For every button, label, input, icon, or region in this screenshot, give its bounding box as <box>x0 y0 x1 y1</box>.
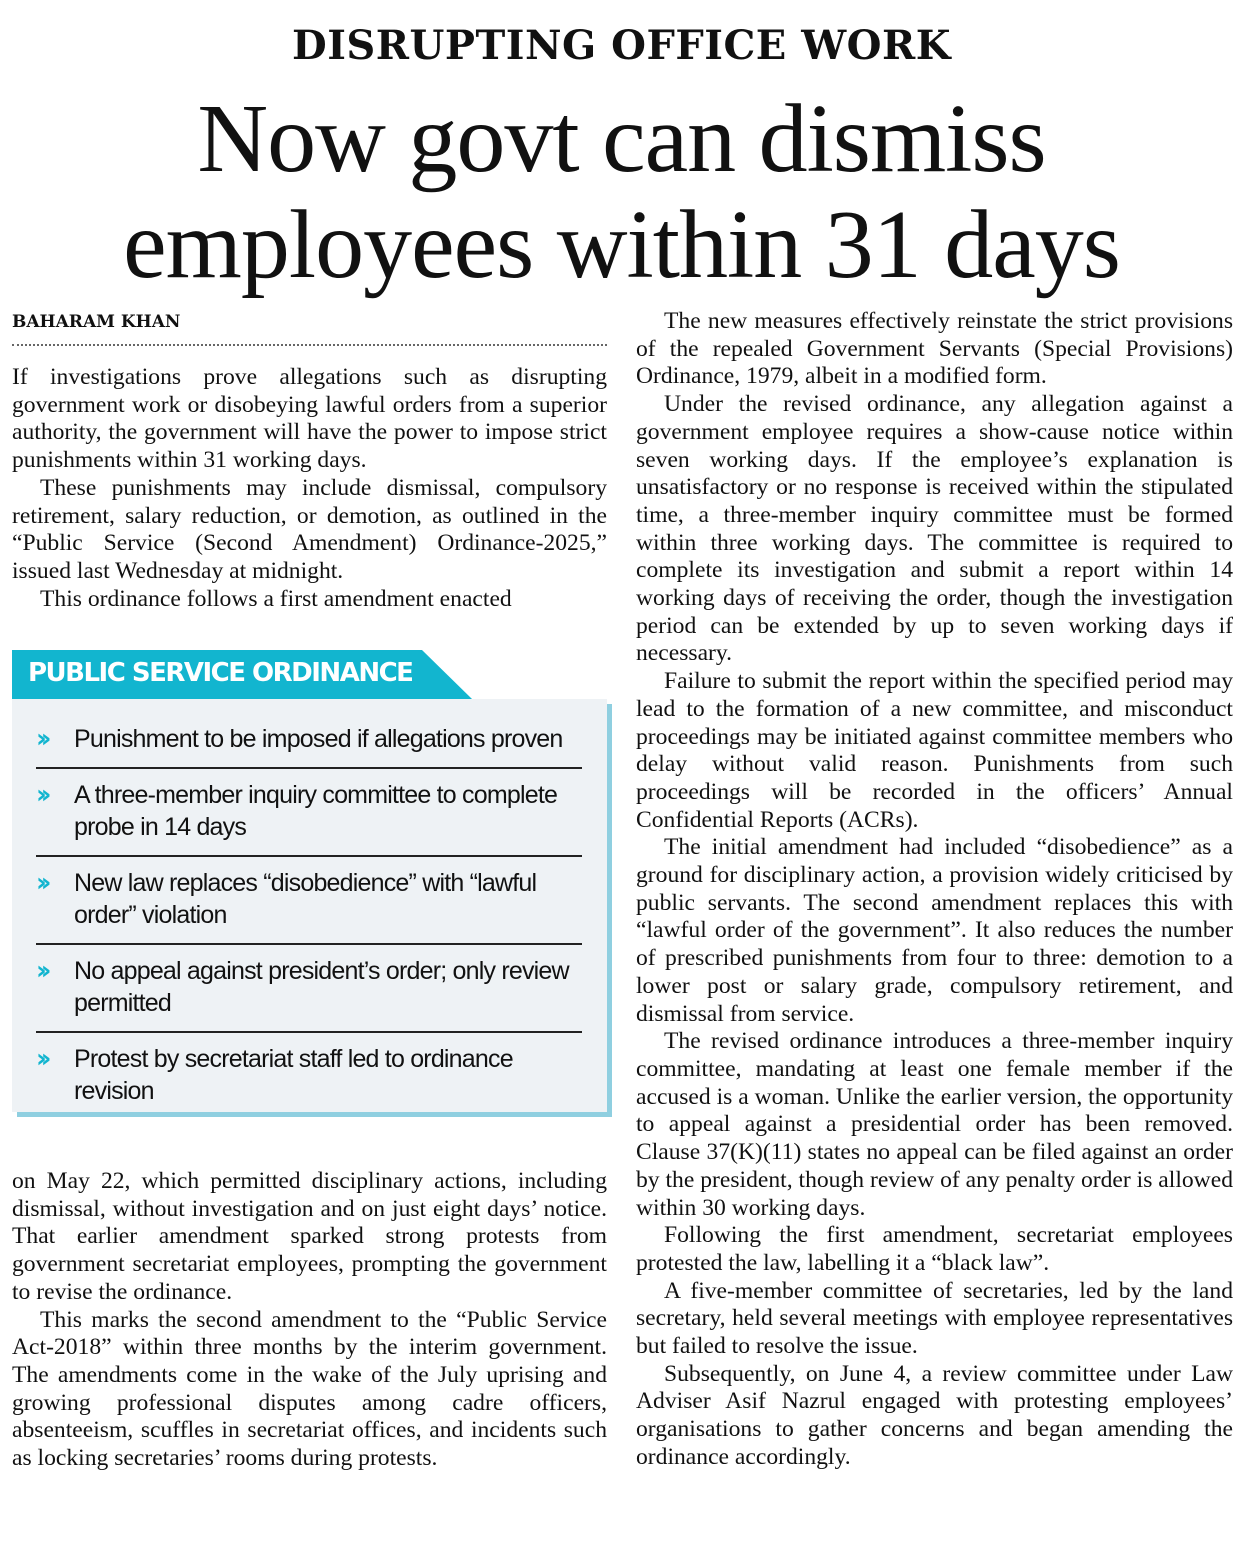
paragraph: Under the revised ordinance, any allegation against a government employee requires a show-cause notice within seven working days. If the employee’s explanation is unsatisfactory or no response is received within the stipulated time, a three-member inquiry committee must be formed within three working days. The committee is required to complete its investigation and submit a report within 14 working days of receiving the order, though the investigation period can be extended by up to seven working days if necessary. <box>636 391 1233 667</box>
article-kicker: DISRUPTING OFFICE WORK <box>292 22 951 69</box>
paragraph: on May 22, which permitted disciplinary actions, including dismissal, without investigation and on just eight days’ notice. That earlier amendment sparked strong protests from government secretariat employees, prompting the government to revise the ordinance. <box>12 1168 607 1305</box>
list-item <box>36 713 582 769</box>
byline-divider <box>12 344 607 346</box>
info-box-list <box>36 713 582 1119</box>
column-left-top <box>12 364 607 613</box>
column-right <box>636 308 1233 1472</box>
double-chevron-right-icon: ›› <box>36 780 46 810</box>
paragraph: The revised ordinance introduces a three-member inquiry committee, mandating at least one female member if the accused is a woman. Unlike the earlier version, the opportunity to appeal against a presidential order has been removed. Clause 37(K)(11) states no appeal can be filed against an order by the president, though review of any penalty order is allowed within 30 working days. <box>636 1028 1233 1221</box>
headline-line-2: employees within 31 days <box>123 191 1120 299</box>
paragraph: This marks the second amendment to the “Public Service Act-2018” within three months by the interim government. The amendments come in the wake of the July uprising and growing professional disputes among cadre officers, absenteeism, scuffles in secretariat offices, and incidents such as locking secretaries’ rooms during protests. <box>12 1306 607 1472</box>
list-item-text: A three-member inquiry committee to complete probe in 14 days <box>74 781 558 841</box>
byline: BAHARAM KHAN <box>12 312 181 332</box>
paragraph: Subsequently, on June 4, a review committee under Law Adviser Asif Nazrul engaged with protesting employees’ organisations to gather concerns and began amending the ordinance accordingly. <box>636 1360 1233 1470</box>
list-item <box>36 1033 582 1119</box>
paragraph: These punishments may include dismissal, compulsory retirement, salary reduction, or demotion, as outlined in the “Public Service (Second Amendment) Ordinance-2025,” issued last Wednesday at midnight. <box>12 474 607 584</box>
paragraph: A five-member committee of secretaries, led by the land secretary, held several meetings with employee representatives but failed to resolve the issue. <box>636 1277 1233 1360</box>
paragraph: Failure to submit the report within the specified period may lead to the formation of a new committee, and misconduct proceedings may be initiated against committee members who delay without valid reason. Punishments from such proceedings will be recorded in the officers’ Annual Confidential Reports (ACRs). <box>636 668 1233 833</box>
list-item <box>36 857 582 945</box>
headline-line-1: Now govt can dismiss <box>197 85 1046 193</box>
info-box-panel <box>12 699 607 1112</box>
list-item <box>36 945 582 1033</box>
paragraph: The new measures effectively reinstate the strict provisions of the repealed Government Servants (Special Provisions) Ordinance, 1979, albeit in a modified form. <box>636 308 1233 390</box>
info-box-title: PUBLIC SERVICE ORDINANCE <box>28 658 413 688</box>
list-item-text: New law replaces “disobedience” with “lawful order” violation <box>74 869 537 929</box>
list-item <box>36 769 582 857</box>
column-left-bottom <box>12 1168 607 1473</box>
double-chevron-right-icon: ›› <box>36 956 46 986</box>
list-item-text: Protest by secretariat staff led to ordinance revision <box>74 1045 513 1105</box>
list-item-text: Punishment to be imposed if allegations proven <box>74 725 563 753</box>
paragraph: The initial amendment had included “disobedience” as a ground for disciplinary action, a provision widely criticised by public servants. The second amendment replaces this with “lawful order of the government”. It also reduces the number of prescribed punishments from four to three: demotion to a lower post or salary grade, compulsory retirement, and dismissal from service. <box>636 834 1233 1027</box>
paragraph: If investigations prove allegations such as disrupting government work or disobeying lawful orders from a superior authority, the government will have the power to impose strict punishments within 31 working days. <box>12 364 607 474</box>
double-chevron-right-icon: ›› <box>36 868 46 898</box>
article-headline <box>0 86 1243 298</box>
double-chevron-right-icon: ›› <box>36 724 46 754</box>
paragraph: This ordinance follows a first amendment enacted <box>40 585 512 612</box>
list-item-text: No appeal against president’s order; only review permitted <box>74 957 569 1017</box>
paragraph: Following the first amendment, secretariat employees protested the law, labelling it a “black law”. <box>636 1222 1233 1276</box>
info-box <box>12 650 607 1120</box>
double-chevron-right-icon: ›› <box>36 1044 46 1074</box>
